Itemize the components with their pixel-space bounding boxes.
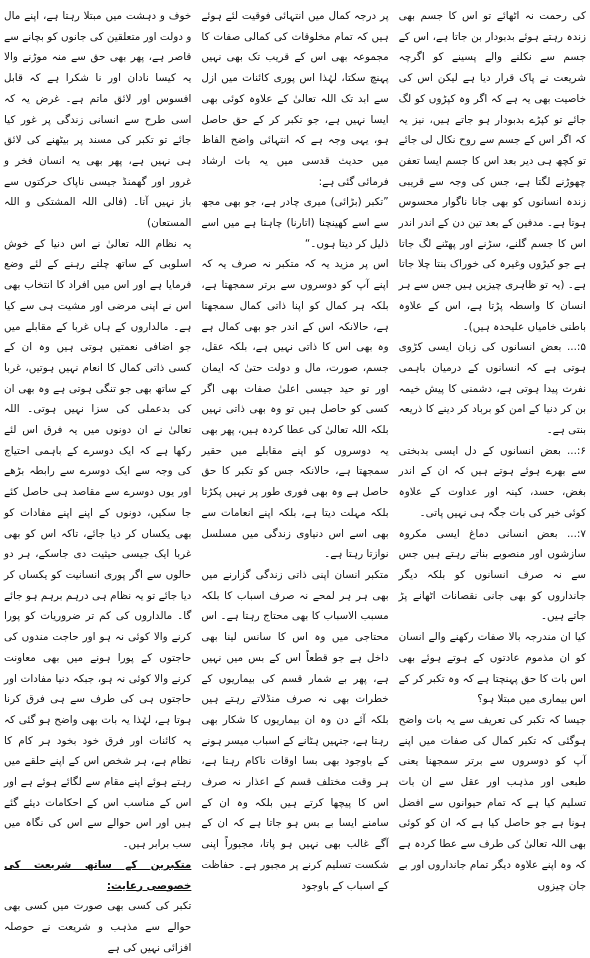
paragraph: متکبر انسان اپنی ذاتی زندگی گزارنے میں بھی ہر ہر لمحے نہ صرف اسباب کا بلکہ مسبب الاسباب کا بھی محتاج رہتا ہے۔ اس محتاجی میں وہ اس کا سانس لینا بھی داخل ہے جو قطعاً اس کے بس میں نہیں ہے، پھر بے شمار قسم کی بیماریوں کے خطرات بھی نہ صرف منڈلاتے رہتے ہیں بلکہ آئے دن وہ ان بیماریوں کا شکار بھی رہتا ہے، جنہیں ہٹانے کے اسباب میسر ہونے کے باوجود بھی بسا اوقات ناکام رہتا ہے، ہر وقت مختلف قسم کے اعذار نہ صرف اس کا پیچھا کرتے ہیں بلکہ وہ ان کے سامنے ایسا بے بس ہو جاتا ہے کہ ان کے آگے غالب بھی نہیں ہو پاتا، مجبوراً اپنی شکست تسلیم کرنے پر مجبور ہے۔ حفاظت کے اسباب کے باوجود (201, 568, 389, 892)
paragraph: ۶:... بعض انسانوں کے دل ایسی بدبختی سے بھرے ہوئے ہوتے ہیں کہ ان کے اندر بغض، حسد، کینہ اور عداوت کے علاوہ کوئی خیر کی بات جگہ ہی نہیں پاتی۔ (398, 444, 586, 519)
paragraph: اس پر مزید یہ کہ متکبر نہ صرف یہ کہ اپنے آپ کو دوسروں سے برتر سمجھتا ہے، بلکہ ہر کمال کو اپنا ذاتی کمال سمجھتا ہے، حالانکہ اس کے اندر جو بھی کمال ہے وہ بھی اس کا ذاتی نہیں ہے، بلکہ عقل، جسم، صورت، مال و دولت حتیٰ کہ ایمان اور تو حید جیسی اعلیٰ صفات بھی اگر کسی کو حاصل ہیں تو وہ بھی ذاتی نہیں بلکہ اللہ تعالیٰ کی عطا کردہ ہیں، پھر بھی یہ دوسروں کو اپنے مقابلے میں حقیر سمجھتا ہے، حالانکہ جس کو تکبر کا حق حاصل ہے وہ بھی فوری طور پر نہیں پکڑتا بلکہ مہلت دیتا ہے، بلکہ اپنے انعامات سے بھی اسے اس دنیاوی زندگی میں مسلسل نوازتا رہتا ہے۔ (201, 258, 389, 561)
text-column-right (398, 6, 586, 892)
paragraph: یہ نظام اللہ تعالیٰ نے اس دنیا کے خوش اسلوبی کے ساتھ چلتے رہنے کے لئے وضع فرمایا ہے اور اس میں افراد کا انتخاب بھی اس نے اپنی مرضی اور مشیت ہی سے کیا ہے۔ مالداروں کے ہاں غربا کے مقابلے میں جو اضافی نعمتیں ہوتی ہیں وہ ان کے کسی ذاتی کمال کا انعام نہیں ہوتیں، غربا کے ساتھ بھی جو تنگی ہوتی ہے وہ بھی ان کی بدعملی کی سزا نہیں ہوتی۔ اللہ تعالیٰ نے ان دونوں میں یہ فرق اس لئے رکھا ہے کہ ایک دوسرے کے باہمی احتیاج کی وجہ سے ایک دوسرے سے رابطہ بڑھے اور یوں دوسرے سے مقاصد ہی حاصل کئے جا سکیں، دونوں کے اپنے اپنے مفادات کو بھی یکساں کر دیا جائے، تاکہ اس کو بھی غربا ایک جیسی حیثیت دی جاسکے، ہر دو حالوں سے اگر پوری انسانیت کو یکساں کر دیا جائے تو یہ نظام ہی درہم برہم ہو جائے گا۔ مالداروں کی کم تر ضروریات کو پورا کرنے والا کوئی نہ ہو اور حاجت مندوں کی حاجتوں کے پورا ہونے میں بھی معاونت کرنے والا کوئی نہ ہو، جبکہ دنیا مفادات اور حاجتوں ہی کی طرف سے ہی فرق کرنا ہوتا ہے، لہٰذا یہ بات بھی واضح ہو گئی کہ یہ کائنات اور فرق خود بخود ہر کام کا نظام ہے، ہر شخص اس کے اپنے حلقے میں رہتے ہوئے اپنے مقام سے لگائے ہوئے ہے اور اس کے مناسب اس کے احکامات دیئے گئے ہیں اور اس حوالے سے اس کی نگاہ میں سب برابر ہیں۔ (4, 237, 192, 851)
paragraph: پر درجہ کمال میں انتہائی فوقیت لئے ہوئے ہیں کہ تمام مخلوقات کی کمالی صفات کا مجموعہ بھی اس کے قریب تک بھی نہیں پہنچ سکتا، لہٰذا اس پوری کائنات میں ازل سے ابد تک اللہ تعالیٰ کے علاوہ کوئی بھی ایسا نہیں ہے، جو تکبر کر کے حق حاصل ہو، یہی وجہ ہے کہ انتہائی واضح الفاظ میں حدیث قدسی میں یہ بات ارشاد فرمائی گئی ہے: (201, 10, 389, 188)
paragraph: ۵:... بعض انسانوں کی زبان ایسی کڑوی ہوتی ہے کہ انسانوں کے درمیان باہمی نفرت پیدا ہوتی ہے، دشمنی کا پیش خیمہ بن کر دنیا کے امن کو برباد کر دینے کا ذریعہ بنتی ہے۔ (398, 341, 586, 437)
paragraph: کی رحمت نہ اٹھائے تو اس کا جسم بھی زندہ رہتے ہوئے بدبودار بن جاتا ہے، اس کے جسم سے نکلنے والے پسینے کو اگرچہ شریعت نے پاک قرار دیا ہے لیکن اس کی خاصیت بھی یہ ہے کہ اگر وہ کپڑوں کو لگ جائے تو کپڑے بدبودار ہو جاتے ہیں، نیز یہ کہ اگر اس کے جسم سے روح نکال لی جائے تو کچھ ہی دیر بعد اس کا جسم ایسا تعفن چھوڑنے لگتا ہے، جس کی وجہ سے قریبی زندہ انسانوں کو بھی جانا ناگوار محسوس ہوتا ہے۔ مدفین کے بعد تین دن کے اندر اندر اس کا جسم گلنے، سڑنے اور پھٹنے لگ جاتا ہے جو کیڑوں وغیرہ کی خوراک بنتا چلا جاتا ہے۔ (یہ تو ظاہری چیزیں ہیں جس سے ہر انسان کا واسطہ پڑتا ہے، اس کے علاوہ باطنی خامیاں علیحدہ ہیں)۔ (398, 10, 586, 333)
text-column-left (4, 6, 192, 954)
section-heading: متکبرین کے ساتھ شریعت کی خصوصی رعایت: (4, 858, 192, 892)
paragraph: تکبر کی کسی بھی صورت میں کسی بھی حوالے سے مذہب و شریعت نے حوصلہ افزائی نہیں کی ہے (4, 900, 192, 954)
paragraph: خوف و دہشت میں مبتلا رہتا ہے، اپنے مال و دولت اور متعلقین کی جانوں کو بچانے سے قاصر ہے، پھر بھی حق سے منہ موڑنے والا یہ کیسا نادان اور نا شکرا ہے کہ قابل افسوس اور لائق ماتم ہے۔ غرض یہ کہ اسی طرح سے انسانی زندگی پر غور کیا جائے تو تکبر کی مسند پر بیٹھنے کی لائق ہی نہیں ہے، پھر بھی یہ انسان فخر و غرور اور گھمنڈ جیسی ناپاک حرکتوں سے باز نہیں آتا۔ (فالی اللہ المشتکی و اللہ المستعان) (4, 10, 192, 230)
quote-paragraph: ”تکبر (بڑائی) میری چادر ہے، جو بھی مجھ سے اسے کھینچنا (اتارنا) چاہتا ہے میں اسے ذلیل کر دیتا ہوں۔“ (201, 196, 389, 250)
paragraph: جیسا کہ تکبر کی تعریف سے یہ بات واضح ہوگئی کہ تکبر کمال کی صفات میں اپنے آپ کو دوسروں سے برتر سمجھنا یعنی طبعی اور مذہب اور عقل سے ان بات تسلیم کیا ہے کہ تمام حیوانوں سے افضل ہونا ہے جو حاصل کیا ہے کہ ان کو کوئی بھی اللہ تعالیٰ کی طرف سے عطا کردہ ہے کہ وہ اپنے علاوہ دیگر تمام جانداروں اور بے جان چیزوں (398, 713, 586, 892)
paragraph: کیا ان مندرجہ بالا صفات رکھنے والے انسان کو ان مذموم عادتوں کے ہوتے ہوئے بھی اس بات کا حق پہنچتا ہے کہ وہ تکبر کر کے اس بیماری میں مبتلا ہو؟ (398, 631, 586, 706)
text-column-middle (201, 6, 389, 892)
paragraph: ۷:... بعض انسانی دماغ ایسی مکروہ سازشوں اور منصوبے بناتے رہتے ہیں جس سے نہ صرف انسانوں کو بلکہ دیگر جانداروں کو بھی جانی نقصانات اٹھانے پڑ جاتے ہیں۔ (398, 527, 586, 623)
